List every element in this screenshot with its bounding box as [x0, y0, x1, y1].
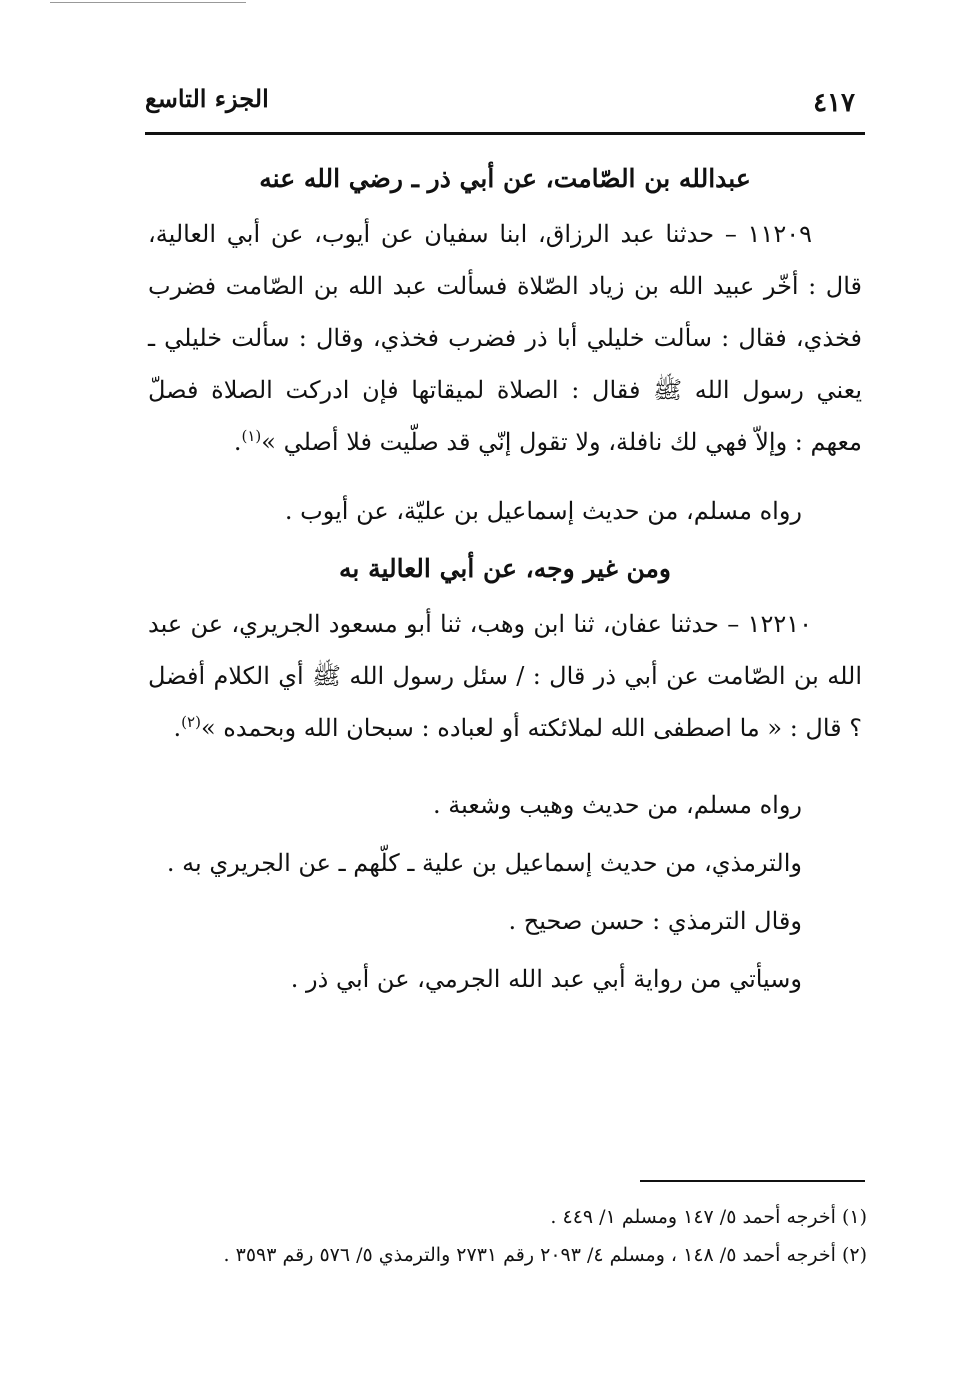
section-heading-2: ومن غير وجه، عن أبي العالية به	[339, 554, 671, 583]
page-number: ٤١٧	[813, 88, 855, 118]
narration-note: والترمذي، من حديث إسماعيل بن علية ـ كلّهم ـ عن الجريري به .	[166, 849, 802, 877]
hadith-paragraph-1: ١١٢٠٩ – حدثنا عبد الرزاق، ابنا سفيان عن أيوب، عن أبي العالية، قال : أخّر عبيد الله بن زياد الصّلاة فسألت عبد الله بن الصّامت فضرب فخذي، فقال : سألت خليلي أبا ذر فضرب فخذي، وقال : سألت خليلي ـ يعني رسول الله ﷺ فقال : الصلاة لميقاتها فإن ادركت الصلاة فصلّ معهم : وإلاّ فهي لك نافلة، ولا تقول إنّي قد صلّيت فلا أصلي »$^{(١)}$.	[148, 220, 862, 456]
page-header	[145, 82, 865, 122]
hadith-paragraph-2: ١٢٢١٠ – حدثنا عفان، ثنا ابن وهب، ثنا أبو مسعود الجريري، عن عبد الله بن الصّامت عن أبي ذر قال : / سئل رسول الله ﷺ أي الكلام أفضل ؟ قال : « ما اصطفى الله لملائكته أو لعباده : سبحان الله وبحمده »$^{(٢)}$.	[148, 610, 862, 742]
narration-note: وسيأتي من رواية أبي عبد الله الجرمي، عن أبي ذر .	[290, 965, 802, 993]
main-text	[148, 150, 862, 1008]
header-rule	[145, 132, 865, 135]
footnote-separator	[640, 1180, 865, 1182]
top-decorative-rule	[50, 2, 246, 3]
footnote-ref-2[interactable]: (٢)	[181, 713, 201, 731]
hadith-number-1: ١١٢٠٩	[747, 220, 812, 248]
footnote-1: (١) أخرجه أحمد ٥/ ١٤٧ ومسلم ١/ ٤٤٩ .	[550, 1206, 867, 1228]
narration-note: وقال الترمذي : حسن صحيح .	[508, 907, 802, 935]
footnote-ref-1[interactable]: (١)	[241, 427, 262, 445]
footnotes	[155, 1198, 867, 1274]
hadith-text-1: – حدثنا عبد الرزاق، ابنا سفيان عن أيوب، عن أبي العالية، قال : أخّر عبيد الله بن زياد الصّلاة فسألت عبد الله بن الصّامت فضرب فخذي، فقال : سألت خليلي أبا ذر فضرب فخذي، وقال : سألت خليلي ـ يعني رسول الله ﷺ فقال : الصلاة لميقاتها فإن ادركت الصلاة فصلّ معهم : وإلاّ فهي لك نافلة، ولا تقول إنّي قد صلّيت فلا أصلي »	[148, 220, 862, 456]
hadith-number-2: ١٢٢١٠	[747, 610, 812, 638]
section-heading-1: عبدالله بن الصّامت، عن أبي ذر ـ رضي الله عنه	[259, 164, 751, 193]
narration-note: رواه مسلم، من حديث إسماعيل بن عليّة، عن أيوب .	[284, 497, 802, 525]
running-title: الجزء التاسع	[145, 84, 269, 113]
narration-note: رواه مسلم، من حديث وهيب وشعبة .	[433, 791, 802, 819]
hadith-text-2: – حدثنا عفان، ثنا ابن وهب، ثنا أبو مسعود الجريري، عن عبد الله بن الصّامت عن أبي ذر قال : / سئل رسول الله ﷺ أي الكلام أفضل ؟ قال : « ما اصطفى الله لملائكته أو لعباده : سبحان الله وبحمده »	[148, 610, 862, 742]
footnote-2: (٢) أخرجه أحمد ٥/ ١٤٨ ، ومسلم ٤/ ٢٠٩٣ رقم ٢٧٣١ والترمذي ٥/ ٥٧٦ رقم ٣٥٩٣ .	[223, 1244, 867, 1266]
